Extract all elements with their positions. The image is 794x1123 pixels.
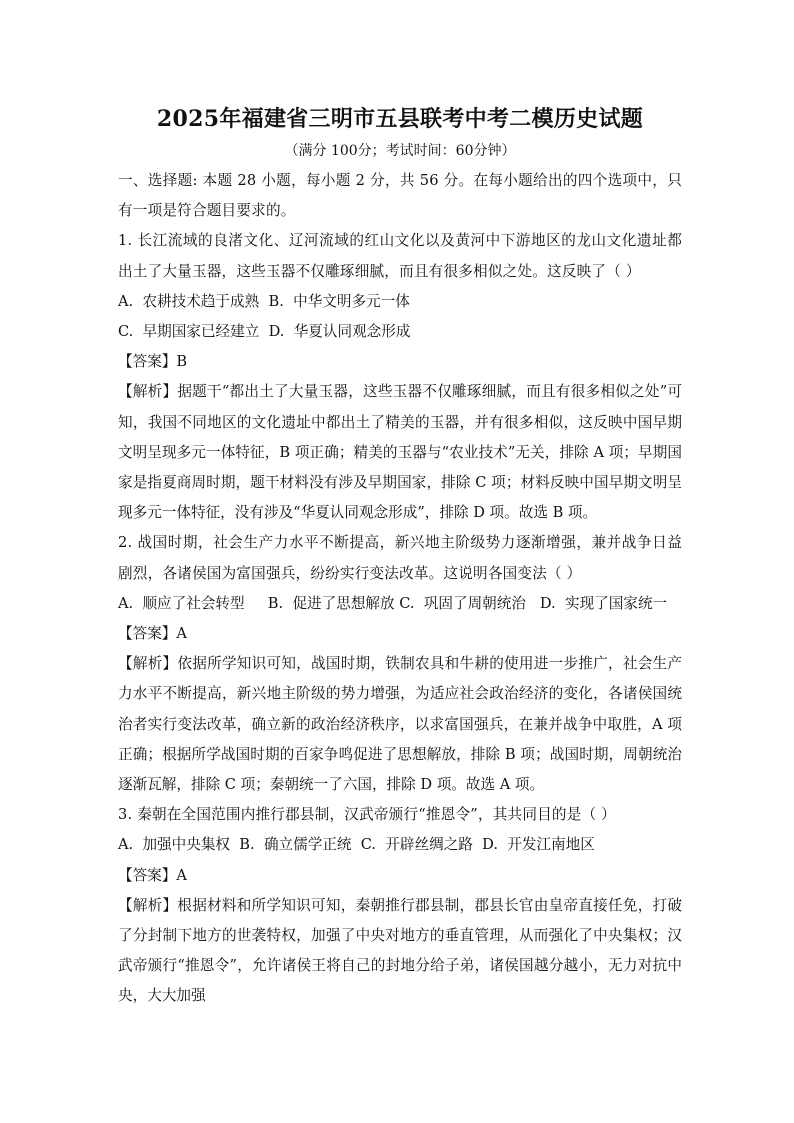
question-2 bbox=[118, 528, 682, 800]
question-options: A. 农耕技术趋于成熟 B. 中华文明多元一体 bbox=[118, 292, 410, 310]
analysis-text: 【解析】依据所学知识可知，战国时期，铁制农具和牛耕的使用进一步推广，社会生产力水平不断提高，新兴地主阶级的势力增强，为适应社会政治经济的变化，各诸侯国统治者实行变法改革，确立新的政治经济秩序，以求富国强兵，在兼并战争中取胜，A 项正确；根据所学战国时期的百家争鸣促进了思想解放，排除 B 项；战国时期，周朝统治逐渐瓦解，排除 C 项；秦朝统一了六国，排除 D 项。故选 A 项。 bbox=[118, 655, 682, 794]
question-options: C. 早期国家已经建立 D. 华夏认同观念形成 bbox=[118, 323, 411, 341]
answer-label: 【答案】A bbox=[118, 866, 187, 884]
analysis-text: 【解析】据题干“都出土了大量玉器，这些玉器不仅雕琢细腻，而且有很多相似之处”可知，我国不同地区的文化遗址中都出土了精美的玉器，并有很多相似，这反映中国早期文明呈现多元一体特征，B 项正确；精美的玉器与“农业技术”无关，排除 A 项；早期国家是指夏商周时期，题干材料没有涉及早期国家，排除 C 项；材料反映中国早期文明呈现多元一体特征，没有涉及“华夏认同观念形成”，排除 D 项。故选 B 项。 bbox=[118, 383, 682, 522]
question-options: A. 顺应了社会转型 B. 促进了思想解放 C. 巩固了周朝统治 D. 实现了国家统一 bbox=[118, 594, 668, 612]
question-stem: 2. 战国时期，社会生产力水平不断提高，新兴地主阶级势力逐渐增强，兼并战争日益剧烈，各诸侯国为富国强兵，纷纷实行变法改革。这说明各国变法（ ） bbox=[118, 534, 682, 582]
question-1 bbox=[118, 226, 682, 528]
analysis-text: 【解析】根据材料和所学知识可知，秦朝推行郡县制，郡县长官由皇帝直接任免，打破了分封制下地方的世袭特权，加强了中央对地方的垂直管理，从而强化了中央集权；汉武帝颁行“推恩令”，允许诸侯王将自己的封地分给子弟，诸侯国越分越小，无力对抗中央，大大加强 bbox=[118, 896, 682, 1005]
exam-subtitle: （满分 100分；考试时间：60分钟） bbox=[284, 143, 516, 159]
question-stem: 3. 秦朝在全国范围内推行郡县制，汉武帝颁行“推恩令”，其共同目的是（ ） bbox=[118, 806, 616, 824]
question-stem: 1. 长江流域的良渚文化、辽河流域的红山文化以及黄河中下游地区的龙山文化遗址都出土了大量玉器，这些玉器不仅雕琢细腻，而且有很多相似之处。这反映了（ ） bbox=[118, 232, 682, 280]
section-intro: 一、选择题: 本题 28 小题，每小题 2 分，共 56 分。在每小题给出的四个选项中，只有一项是符合题目要求的。 bbox=[118, 172, 682, 220]
question-options: A. 加强中央集权 B. 确立儒学正统 C. 开辟丝绸之路 D. 开发江南地区 bbox=[118, 836, 595, 854]
answer-label: 【答案】B bbox=[118, 353, 188, 371]
question-3 bbox=[118, 800, 682, 1011]
exam-title: 2025年福建省三明市五县联考中考二模历史试题 bbox=[156, 106, 644, 132]
answer-label: 【答案】A bbox=[118, 625, 187, 643]
